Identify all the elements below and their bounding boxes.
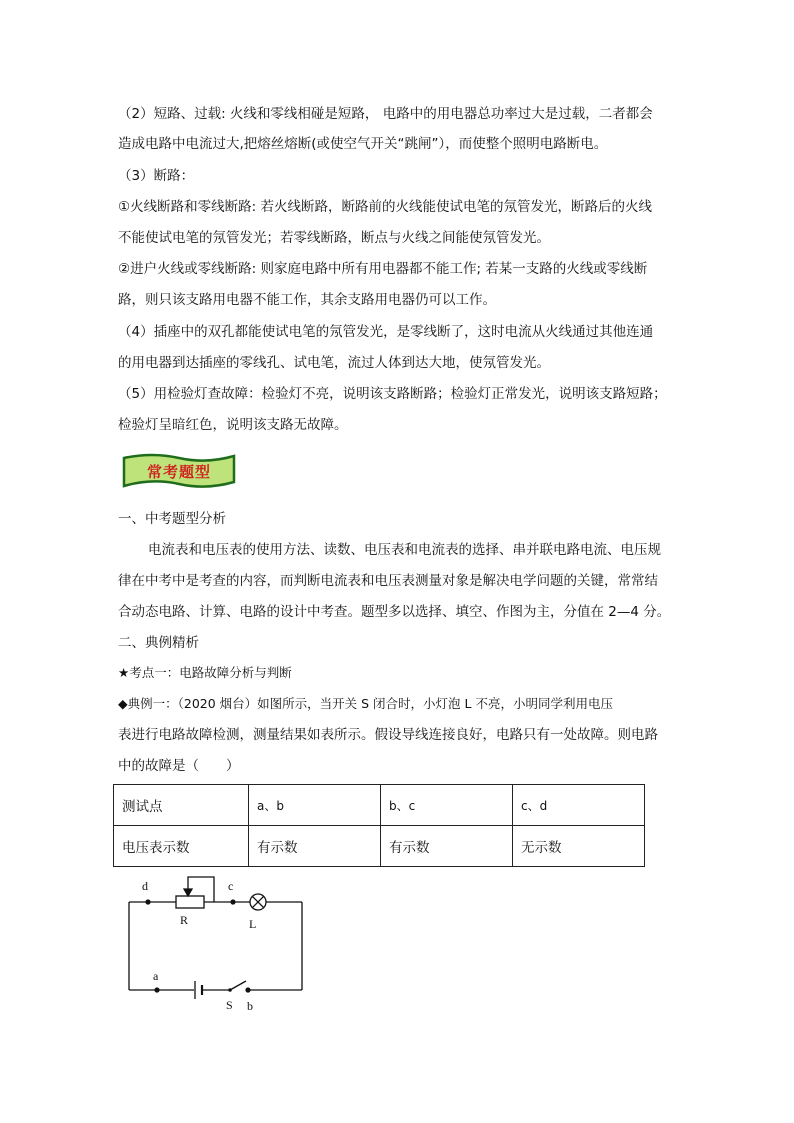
paragraph-socket-1: （4）插座中的双孔都能使试电笔的氖管发光，是零线断了，这时电流从火线通过其他连通	[118, 324, 654, 340]
paragraph-short-circuit-2: 造成电路中电流过大,把熔丝熔断(或使空气开关“跳闸”），而使整个照明电路断电。	[118, 136, 608, 152]
label-s: S	[226, 998, 233, 1012]
example-text-1: ◆典例一：（2020 烟台）如图所示，当开关 S 闭合时，小灯泡 L 不亮，小明同学利用电压	[118, 696, 613, 711]
paragraph-open-circuit-1b: 不能使试电笔的氖管发光；若零线断路，断点与火线之间能使氖管发光。	[118, 230, 550, 246]
example-text-3: 中的故障是（ ）	[118, 758, 240, 774]
kaodian-title: ★考点一：电路故障分析与判断	[118, 665, 292, 680]
paragraph-socket-2: 的用电器到达插座的零线孔、试电笔，流过人体到达大地，使氖管发光。	[118, 355, 550, 371]
label-l: L	[249, 917, 257, 931]
analysis-body-1: 电流表和电压表的使用方法、读数、电压表和电流表的选择、串并联电路电流、电压规	[148, 542, 661, 558]
paragraph-open-circuit-heading: （3）断路：	[118, 168, 195, 184]
table-row	[114, 826, 645, 867]
table-cell: 电压表示数	[114, 826, 249, 867]
example-text-2: 表进行电路故障检测，测量结果如表所示。假设导线连接良好，电路只有一处故障。则电路	[118, 727, 658, 743]
table-header-cell: c、d	[513, 785, 645, 826]
paragraph-test-lamp-2: 检验灯呈暗红色，说明该支路无故障。	[118, 417, 348, 433]
voltage-test-table	[113, 784, 645, 867]
table-cell: 有示数	[249, 826, 381, 867]
node-d	[145, 899, 150, 904]
table-header-cell: b、c	[381, 785, 513, 826]
section-heading-examples: 二、典例精析	[118, 635, 199, 651]
table-cell: 无示数	[513, 826, 645, 867]
paragraph-test-lamp-1: （5）用检验灯查故障：检验灯不亮，说明该支路断路；检验灯正常发光，说明该支路短路；	[118, 386, 667, 402]
node-a	[154, 987, 159, 992]
common-question-types-badge	[120, 452, 238, 490]
label-r: R	[180, 913, 189, 927]
label-d: d	[142, 879, 148, 893]
table-row	[114, 785, 645, 826]
paragraph-short-circuit-1: （2）短路、过载: 火线和零线相碰是短路， 电路中的用电器总功率过大是过载，二者都会	[118, 106, 653, 122]
label-c: c	[228, 879, 234, 893]
label-b: b	[247, 999, 253, 1013]
analysis-body-2: 律在中考中是考查的内容，而判断电流表和电压表测量对象是解决电学问题的关键，常常结	[118, 573, 658, 589]
switch-s	[230, 981, 246, 990]
switch-pivot	[228, 988, 232, 992]
circuit-diagram	[118, 870, 318, 1015]
node-c	[230, 899, 235, 904]
label-a: a	[153, 969, 159, 983]
paragraph-open-circuit-2a: ②进户火线或零线断路: 则家庭电路中所有用电器都不能工作; 若某一支路的火线或零线断	[118, 261, 648, 277]
table-cell: 有示数	[381, 826, 513, 867]
analysis-body-3: 合动态电路、计算、电路的设计中考查。题型多以选择、填空、作图为主，分值在 2—4 分。	[118, 604, 671, 620]
node-b	[245, 987, 250, 992]
paragraph-open-circuit-2b: 路，则只该支路用电器不能工作，其余支路用电器仍可以工作。	[118, 292, 496, 308]
rheostat-arrow-icon	[184, 889, 192, 896]
table-header-cell: a、b	[249, 785, 381, 826]
badge-label: 常考题型	[146, 463, 211, 481]
table-header-cell: 测试点	[114, 785, 249, 826]
section-heading-analysis: 一、中考题型分析	[118, 511, 226, 527]
paragraph-open-circuit-1a: ①火线断路和零线断路: 若火线断路，断路前的火线能使试电笔的氖管发光，断路后的火线	[118, 199, 652, 215]
rheostat-r	[176, 896, 204, 908]
